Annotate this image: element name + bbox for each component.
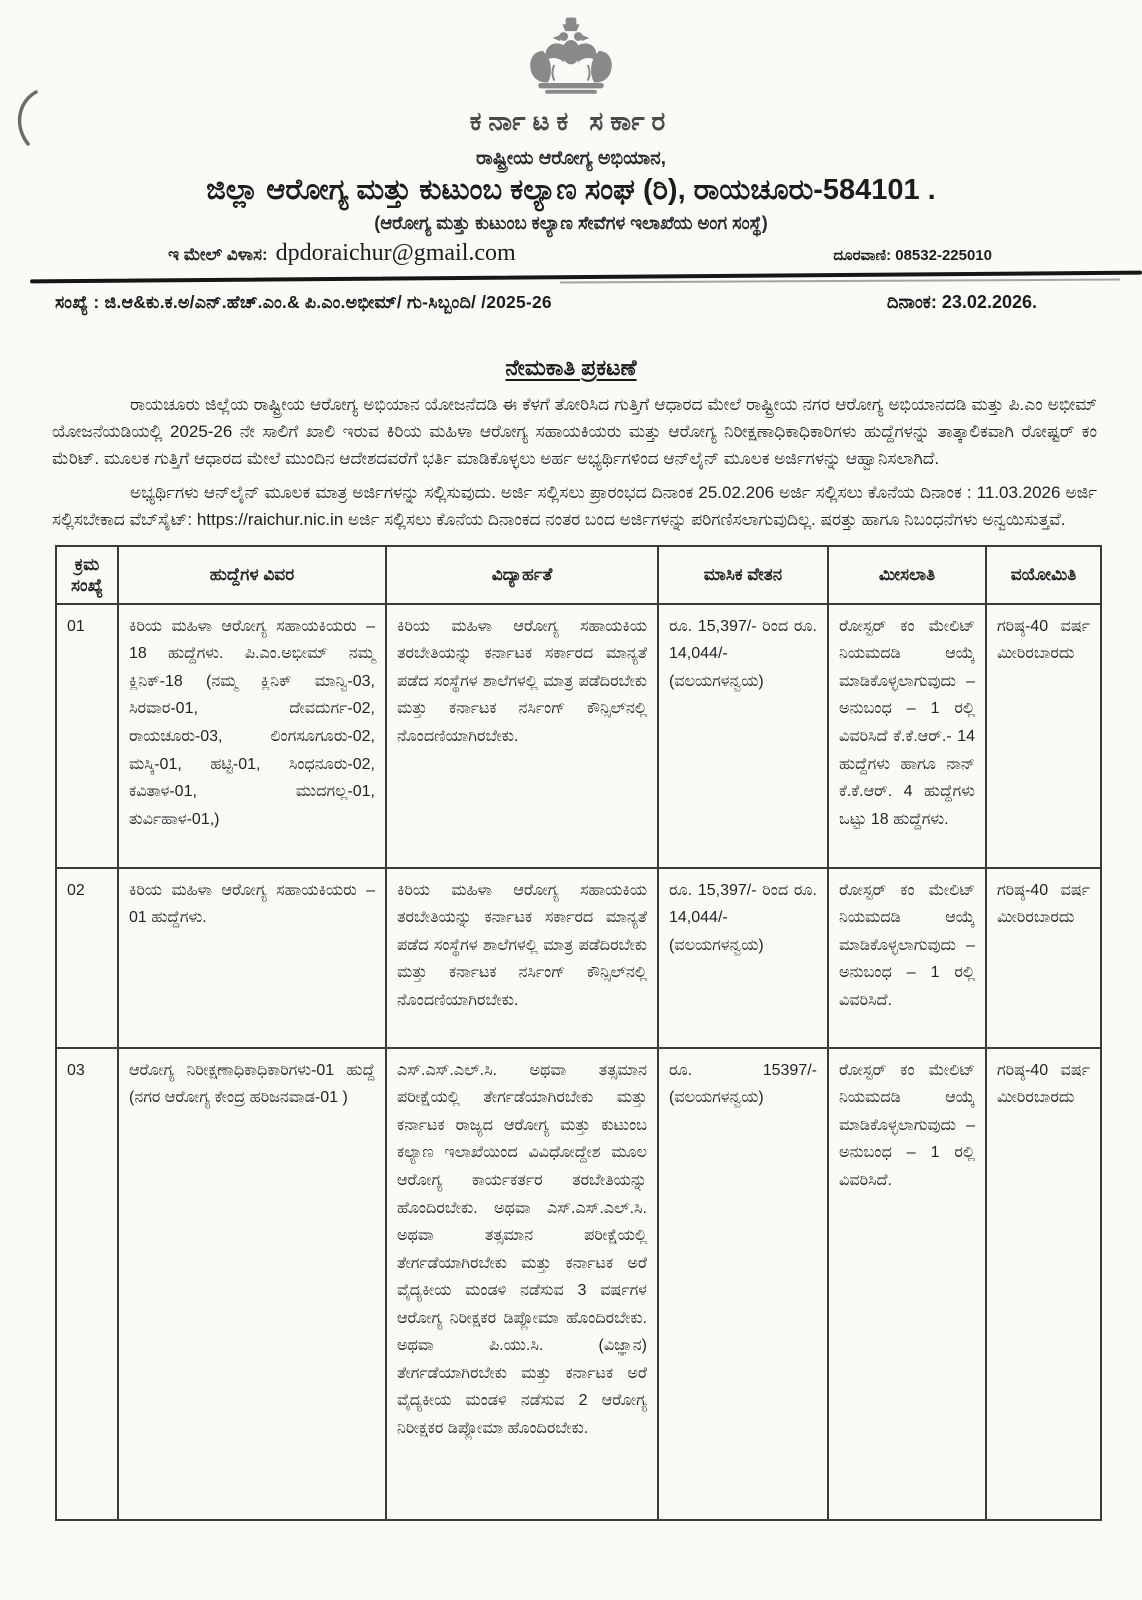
cell-reservation: ರೋಸ್ಟರ್ ಕಂ ಮೇಲಿಟ್ ನಿಯಮದಡಿ ಆಯ್ಕೆ ಮಾಡಿಕೊಳ್ಳಲಾಗುವುದು – ಅನುಬಂಧ – 1 ರಲ್ಲಿ ವಿವರಿಸಿದೆ ಕೆ.ಕೆ.ಆರ್.- 14 ಹುದ್ದೆಗಳು ಹಾಗೂ ನಾನ್ ಕೆ.ಕೆ.ಆರ್. 4 ಹುದ್ದೆಗಳು ಒಟ್ಟು 18 ಹುದ್ದೆಗಳು. [828, 604, 986, 868]
cell-monthly-salary: ರೂ. 15,397/- ರಿಂದ ರೂ. 14,044/- (ವಲಯಗಳನ್ವಯ) [658, 604, 828, 868]
cell-post-details: ಆರೋಗ್ಯ ನಿರೀಕ್ಷಣಾಧಿಕಾಧಿಕಾರಿಗಳು-01 ಹುದ್ದೆ (ನಗರ ಆರೋಗ್ಯ ಕೇಂದ್ರ ಹರಿಜನವಾಡ-01 ) [118, 1048, 386, 1520]
karnataka-emblem-icon [522, 16, 620, 104]
email-label: ಇ ಮೇಲ್ ವಿಳಾಸ: [168, 245, 268, 264]
column-header-reservation: ಮೀಸಲಾತಿ [828, 546, 986, 604]
cell-qualification: ಕಿರಿಯ ಮಹಿಳಾ ಆರೋಗ್ಯ ಸಹಾಯಕಿಯ ತರಬೇತಿಯನ್ನು ಕರ್ನಾಟಕ ಸರ್ಕಾರದ ಮಾನ್ಯತೆ ಪಡೆದ ಸಂಸ್ಥೆಗಳ ಶಾಲೆಗಳಲ್ಲಿ ಮಾತ್ರ ಪಡೆದಿರಬೇಕು ಮತ್ತು ಕರ್ನಾಟಕ ನರ್ಸಿಂಗ್ ಕೌನ್ಸಿಲ್‌ನಲ್ಲಿ ನೊಂದಣಿಯಾಗಿರಬೇಕು. [386, 868, 658, 1048]
organisation-title: ಜಿಲ್ಲಾ ಆರೋಗ್ಯ ಮತ್ತು ಕುಟುಂಬ ಕಲ್ಯಾಣ ಸಂಘ (ರಿ), ರಾಯಚೂರು-584101 . [206, 174, 936, 206]
cell-serial-number: 01 [56, 604, 118, 868]
mission-line: ರಾಷ್ಟ್ರೀಯ ಆರೋಗ್ಯ ಅಭಿಯಾನ, [475, 148, 667, 169]
cell-reservation: ರೋಸ್ಟರ್ ಕಂ ಮೇಲಿಟ್ ನಿಯಮದಡಿ ಆಯ್ಕೆ ಮಾಡಿಕೊಳ್ಳಲಾಗುವುದು – ಅನುಬಂಧ – 1 ರಲ್ಲಿ ವಿವರಿಸಿದೆ. [828, 868, 986, 1048]
scan-artifact-mark [8, 88, 48, 148]
phone-number: ದೂರವಾಣಿ: 08532-225010 [833, 247, 992, 264]
cell-serial-number: 03 [56, 1048, 118, 1520]
cell-monthly-salary: ರೂ. 15,397/- ರಿಂದ ರೂ. 14,044/- (ವಲಯಗಳನ್ವಯ) [658, 868, 828, 1048]
reference-row [0, 282, 1142, 313]
column-header-qualification: ವಿದ್ಯಾರ್ಹತೆ [386, 546, 658, 604]
table-row [56, 868, 1101, 1048]
intro-paragraph: ರಾಯಚೂರು ಜಿಲ್ಲೆಯ ರಾಷ್ಟ್ರೀಯ ಆರೋಗ್ಯ ಅಭಿಯಾನ ಯೋಜನೆದಡಿ ಈ ಕೆಳಗೆ ತೋರಿಸಿದ ಗುತ್ತಿಗೆ ಆಧಾರದ ಮೇಲೆ ರಾಷ್ಟ್ರೀಯ ನಗರ ಆರೋಗ್ಯ ಅಭಿಯಾನದಡಿ ಮತ್ತು ಪಿ.ಎಂ ಅಭೀಮ್ ಯೋಜನೆಯಡಿಯಲ್ಲಿ 2025-26 ನೇ ಸಾಲಿಗೆ ಖಾಲಿ ಇರುವ ಕಿರಿಯ ಮಹಿಳಾ ಆರೋಗ್ಯ ಸಹಾಯಕಿಯರು ಮತ್ತು ಆರೋಗ್ಯ ನಿರೀಕ್ಷಣಾಧಿಕಾಧಿಕಾರಿಗಳು ಹುದ್ದೆಗಳನ್ನು ತಾತ್ಕಾಲಿಕವಾಗಿ ರೋಷ್ಟರ್ ಕಂ ಮೆರಿಟ್. ಮೂಲಕ ಗುತ್ತಿಗೆ ಆಧಾರದ ಮೇಲೆ ಮುಂದಿನ ಆದೇಶದವರೆಗೆ ಭರ್ತಿ ಮಾಡಿಕೊಳ್ಳಲು ಅರ್ಹ ಅಭ್ಯರ್ಥಿಗಳಿಂದ ಆನ್‌ಲೈನ್ ಮೂಲಕ ಅರ್ಜಿಗಳನ್ನು ಆಹ್ವಾನಿಸಲಾಗಿದೆ. [52, 395, 1097, 469]
column-header-age-limit: ವಯೋಮಿತಿ [986, 546, 1101, 604]
reference-number: ಸಂಖ್ಯೆ : ಜಿ.ಆ&ಕು.ಕ.ಅ/ಎನ್.ಹೆಚ್.ಎಂ.& ಪಿ.ಎಂ.ಅಭೀಮ್/ ಗು-ಸಿಬ್ಬಂದಿ/ /2025-26 [55, 292, 552, 312]
government-title: ಕರ್ನಾಟಕ ಸರ್ಕಾರ [469, 106, 673, 136]
cell-serial-number: 02 [56, 868, 118, 1048]
cell-qualification: ಎಸ್.ಎಸ್.ಎಲ್.ಸಿ. ಅಥವಾ ತತ್ಸಮಾನ ಪರೀಕ್ಷೆಯಲ್ಲಿ ತೇರ್ಗಡೆಯಾಗಿರಬೇಕು ಮತ್ತು ಕರ್ನಾಟಕ ರಾಜ್ಯದ ಆರೋಗ್ಯ ಮತ್ತು ಕುಟುಂಬ ಕಲ್ಯಾಣ ಇಲಾಖೆಯಿಂದ ವಿವಿಧೋದ್ದೇಶ ಮೂಲ ಆರೋಗ್ಯ ಕಾರ್ಯಕರ್ತರ ತರಬೇತಿಯನ್ನು ಹೊಂದಿರಬೇಕು. ಅಥವಾ ಎಸ್.ಎಸ್.ಎಲ್.ಸಿ. ಅಥವಾ ತತ್ಸಮಾನ ಪರೀಕ್ಷೆಯಲ್ಲಿ ತೇರ್ಗಡೆಯಾಗಿರಬೇಕು ಮತ್ತು ಕರ್ನಾಟಕ ಅರೆ ವೈದ್ಯಕೀಯ ಮಂಡಳಿ ನಡೆಸುವ 3 ವರ್ಷಗಳ ಆರೋಗ್ಯ ನಿರೀಕ್ಷಕರ ಡಿಪ್ಲೋಮಾ ಹೊಂದಿರಬೇಕು. ಅಥವಾ ಪಿ.ಯು.ಸಿ. (ವಿಜ್ಞಾನ) ತೇರ್ಗಡೆಯಾಗಿರಬೇಕು ಮತ್ತು ಕರ್ನಾಟಕ ಅರೆ ವೈದ್ಯಕೀಯ ಮಂಡಳಿ ನಡೆಸುವ 2 ಆರೋಗ್ಯ ನಿರೀಕ್ಷಕರ ಡಿಪ್ಲೋಮಾ ಹೊಂದಿರಬೇಕು. [386, 1048, 658, 1520]
cell-age-limit: ಗರಿಷ್ಠ-40 ವರ್ಷ ಮೀರಿರಬಾರದು [986, 868, 1101, 1048]
notice-title: ನೇಮಕಾತಿ ಪ್ರಕಟಣೆ [505, 355, 637, 380]
cell-post-details: ಕಿರಿಯ ಮಹಿಳಾ ಆರೋಗ್ಯ ಸಹಾಯಕಿಯರು – 01 ಹುದ್ದೆಗಳು. [118, 868, 386, 1048]
column-header-serial: ಕ್ರಮ ಸಂಖ್ಯೆ [56, 546, 118, 604]
contact-row [0, 238, 1142, 273]
organisation-subtitle: (ಆರೋಗ್ಯ ಮತ್ತು ಕುಟುಂಬ ಕಲ್ಯಾಣ ಸೇವೆಗಳ ಇಲಾಖೆಯ ಅಂಗ ಸಂಸ್ಥೆ) [374, 213, 768, 233]
column-header-post-details: ಹುದ್ದೆಗಳ ವಿವರ [118, 546, 386, 604]
reference-date: ದಿನಾಂಕ: 23.02.2026. [886, 292, 1037, 312]
cell-age-limit: ಗರಿಷ್ಠ-40 ವರ್ಷ ಮೀರಿರಬಾರದು [986, 1048, 1101, 1520]
table-header-row [56, 546, 1101, 604]
cell-monthly-salary: ರೂ. 15397/- (ವಲಯಗಳನ್ವಯ) [658, 1048, 828, 1520]
cell-post-details: ಕಿರಿಯ ಮಹಿಳಾ ಆರೋಗ್ಯ ಸಹಾಯಕಿಯರು – 18 ಹುದ್ದೆಗಳು. ಪಿ.ಎಂ.ಅಭೀಮ್ ನಮ್ಮ ಕ್ಲಿನಿಕ್-18 (ನಮ್ಮ ಕ್ಲಿನಿಕ್ ಮಾನ್ವಿ-03, ಸಿರವಾರ-01, ದೇವದುರ್ಗ-02, ರಾಯಚೂರು-03, ಲಿಂಗಸೂಗೂರು-02, ಮಸ್ಕಿ-01, ಹಟ್ಟಿ-01, ಸಿಂಧನೂರು-02, ಕವಿತಾಳ-01, ಮುದಗಲ್ಲ-01, ತುರ್ವಿಹಾಳ-01,) [118, 604, 386, 868]
cell-qualification: ಕಿರಿಯ ಮಹಿಳಾ ಆರೋಗ್ಯ ಸಹಾಯಕಿಯ ತರಬೇತಿಯನ್ನು ಕರ್ನಾಟಕ ಸರ್ಕಾರದ ಮಾನ್ಯತೆ ಪಡೆದ ಸಂಸ್ಥೆಗಳ ಶಾಲೆಗಳಲ್ಲಿ ಮಾತ್ರ ಪಡೆದಿರಬೇಕು ಮತ್ತು ಕರ್ನಾಟಕ ನರ್ಸಿಂಗ್ ಕೌನ್ಸಿಲ್‌ನಲ್ಲಿ ನೊಂದಣಿಯಾಗಿರಬೇಕು. [386, 604, 658, 868]
document-header [0, 0, 1142, 273]
recruitment-table [55, 545, 1102, 1521]
cell-reservation: ರೋಸ್ಟರ್ ಕಂ ಮೇಲಿಟ್ ನಿಯಮದಡಿ ಆಯ್ಕೆ ಮಾಡಿಕೊಳ್ಳಲಾಗುವುದು – ಅನುಬಂಧ – 1 ರಲ್ಲಿ ವಿವರಿಸಿದೆ. [828, 1048, 986, 1520]
column-header-monthly-salary: ಮಾಸಿಕ ವೇತನ [658, 546, 828, 604]
table-body [56, 604, 1101, 1520]
cell-age-limit: ಗರಿಷ್ಠ-40 ವರ್ಷ ಮೀರಿರಬಾರದು [986, 604, 1101, 868]
table-row [56, 1048, 1101, 1520]
email-address: dpdoraichur@gmail.com [275, 240, 516, 266]
table-row [56, 604, 1101, 868]
application-instructions-paragraph: ಅಭ್ಯರ್ಥಿಗಳು ಆನ್‌ಲೈನ್ ಮೂಲಕ ಮಾತ್ರ ಅರ್ಜಿಗಳನ್ನು ಸಲ್ಲಿಸುವುದು. ಅರ್ಜಿ ಸಲ್ಲಿಸಲು ಪ್ರಾರಂಭದ ದಿನಾಂಕ 25.02.206 ಅರ್ಜಿ ಸಲ್ಲಿಸಲು ಕೊನೆಯ ದಿನಾಂಕ : 11.03.2026 ಅರ್ಜಿ ಸಲ್ಲಿಸಬೇಕಾದ ವೆಬ್‌ಸೈಟ್: https://raichur.nic.in ಅರ್ಜಿ ಸಲ್ಲಿಸಲು ಕೊನೆಯ ದಿನಾಂಕದ ನಂತರ ಬಂದ ಅರ್ಜಿಗಳನ್ನು ಪರಿಗಣಿಸಲಾಗುವುದಿಲ್ಲ. ಷರತ್ತು ಹಾಗೂ ನಿಬಂಧನೆಗಳು ಅನ್ವಯಿಸುತ್ತವೆ. [52, 482, 1097, 529]
